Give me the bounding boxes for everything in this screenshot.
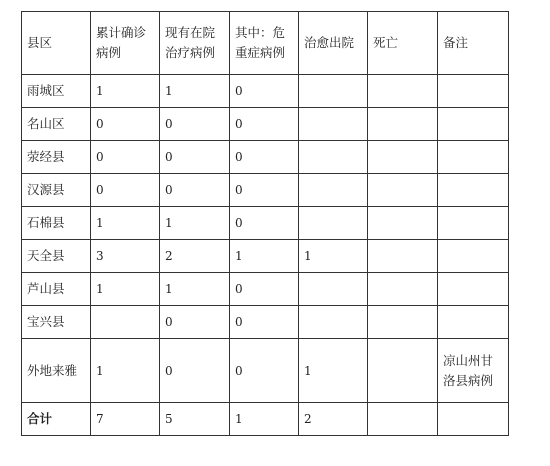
- table-row: [22, 75, 509, 108]
- cell-confirmed: [91, 306, 160, 339]
- cell-hospitalized: 1: [160, 75, 230, 108]
- cell-critical: 0: [230, 207, 299, 240]
- total-hospitalized: 5: [160, 403, 230, 436]
- cell-notes: [438, 240, 509, 273]
- cell-cured: [299, 108, 368, 141]
- cell-cured: [299, 273, 368, 306]
- cell-hospitalized: 0: [160, 108, 230, 141]
- total-deaths: [368, 403, 438, 436]
- cell-cured: 1: [299, 339, 368, 403]
- header-row: [22, 12, 509, 75]
- cell-notes: [438, 108, 509, 141]
- cell-confirmed: 0: [91, 174, 160, 207]
- cell-hospitalized: 0: [160, 174, 230, 207]
- table-row: [22, 108, 509, 141]
- cell-region: 汉源县: [22, 174, 91, 207]
- cell-confirmed: 0: [91, 108, 160, 141]
- cell-confirmed: 0: [91, 141, 160, 174]
- header-cured: 治愈出院: [299, 12, 368, 75]
- cell-deaths: [368, 273, 438, 306]
- table-row: [22, 273, 509, 306]
- table-row: [22, 306, 509, 339]
- cell-cured: 1: [299, 240, 368, 273]
- table-row: [22, 207, 509, 240]
- header-region: 县区: [22, 12, 91, 75]
- cell-deaths: [368, 75, 438, 108]
- cell-notes: [438, 75, 509, 108]
- cell-critical: 0: [230, 339, 299, 403]
- cell-deaths: [368, 207, 438, 240]
- cell-confirmed: 1: [91, 207, 160, 240]
- header-notes: 备注: [438, 12, 509, 75]
- cell-deaths: [368, 240, 438, 273]
- cell-region: 芦山县: [22, 273, 91, 306]
- cell-critical: 0: [230, 174, 299, 207]
- cell-critical: 0: [230, 141, 299, 174]
- covid-case-table: [21, 11, 509, 436]
- cell-confirmed: 1: [91, 75, 160, 108]
- total-row: [22, 403, 509, 436]
- total-notes: [438, 403, 509, 436]
- cell-confirmed: 1: [91, 339, 160, 403]
- cell-region: 石棉县: [22, 207, 91, 240]
- cell-region: 宝兴县: [22, 306, 91, 339]
- cell-notes: [438, 306, 509, 339]
- cell-hospitalized: 1: [160, 273, 230, 306]
- cell-notes: 凉山州甘洛县病例: [438, 339, 509, 403]
- total-critical: 1: [230, 403, 299, 436]
- cell-critical: 0: [230, 273, 299, 306]
- table-row: [22, 141, 509, 174]
- total-cured: 2: [299, 403, 368, 436]
- cell-notes: [438, 141, 509, 174]
- cell-critical: 0: [230, 108, 299, 141]
- cell-notes: [438, 207, 509, 240]
- header-critical: 其中：危重症病例: [230, 12, 299, 75]
- header-confirmed: 累计确诊病例: [91, 12, 160, 75]
- cell-hospitalized: 0: [160, 306, 230, 339]
- cell-confirmed: 3: [91, 240, 160, 273]
- cell-region: 荥经县: [22, 141, 91, 174]
- total-confirmed: 7: [91, 403, 160, 436]
- cell-hospitalized: 0: [160, 339, 230, 403]
- cell-region: 外地来雅: [22, 339, 91, 403]
- cell-deaths: [368, 141, 438, 174]
- cell-cured: [299, 207, 368, 240]
- table-row: [22, 240, 509, 273]
- table-row: [22, 339, 509, 403]
- table-row: [22, 174, 509, 207]
- cell-deaths: [368, 339, 438, 403]
- total-label: 合计: [22, 403, 91, 436]
- cell-critical: 1: [230, 240, 299, 273]
- cell-cured: [299, 174, 368, 207]
- cell-critical: 0: [230, 75, 299, 108]
- cell-region: 名山区: [22, 108, 91, 141]
- header-hospitalized: 现有在院治疗病例: [160, 12, 230, 75]
- cell-hospitalized: 2: [160, 240, 230, 273]
- cell-confirmed: 1: [91, 273, 160, 306]
- cell-cured: [299, 141, 368, 174]
- cell-region: 天全县: [22, 240, 91, 273]
- cell-cured: [299, 306, 368, 339]
- cell-hospitalized: 0: [160, 141, 230, 174]
- cell-notes: [438, 174, 509, 207]
- cell-deaths: [368, 108, 438, 141]
- cell-hospitalized: 1: [160, 207, 230, 240]
- cell-deaths: [368, 174, 438, 207]
- cell-notes: [438, 273, 509, 306]
- cell-deaths: [368, 306, 438, 339]
- cell-region: 雨城区: [22, 75, 91, 108]
- cell-critical: 0: [230, 306, 299, 339]
- cell-cured: [299, 75, 368, 108]
- header-deaths: 死亡: [368, 12, 438, 75]
